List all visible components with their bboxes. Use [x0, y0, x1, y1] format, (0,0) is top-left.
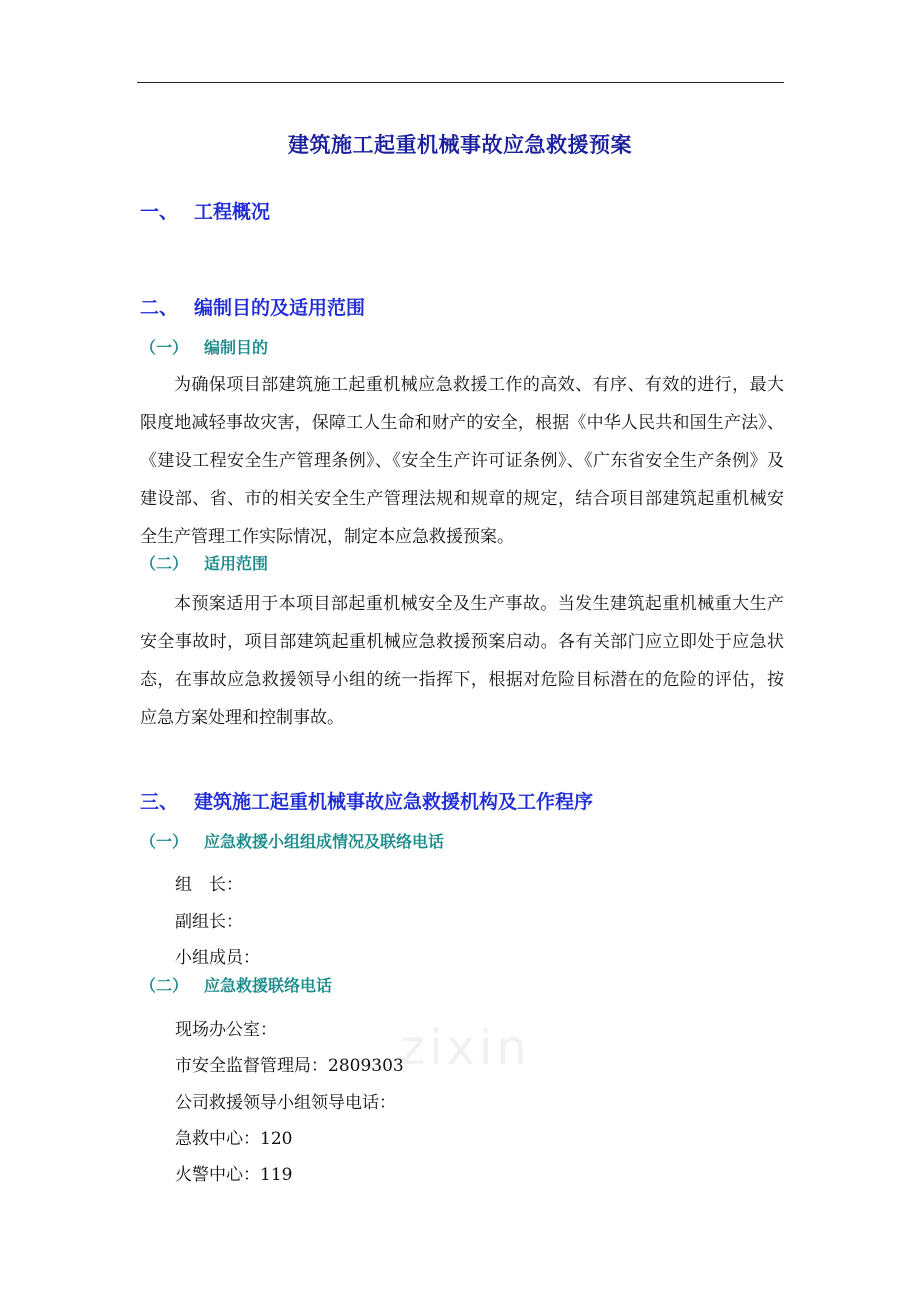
- document-title: 建筑施工起重机械事故应急救援预案: [288, 133, 632, 157]
- safety-bureau-line: 市安全监督管理局：2809303: [175, 1056, 404, 1076]
- subsection-number: （一）: [140, 338, 189, 357]
- section-number: 一、: [140, 201, 179, 223]
- section-number: 三、: [140, 791, 179, 813]
- subsection-number: （一）: [140, 832, 189, 851]
- subsection-2-2-heading: [140, 551, 268, 574]
- section-label: 建筑施工起重机械事故应急救援机构及工作程序: [194, 791, 594, 813]
- watermark: zixin: [400, 1020, 531, 1076]
- deputy-leader-line: 副组长：: [175, 912, 243, 932]
- section-2-heading: [140, 293, 365, 320]
- subsection-number: （二）: [140, 976, 189, 995]
- team-leader-line: 组 长：: [175, 875, 243, 895]
- scope-paragraph: 本预案适用于本项目部起重机械安全及生产事故。当发生建筑起重机械重大生产安全事故时，项目部建筑起重机械应急救援预案启动。各有关部门应立即处于应急状态，在事故应急救援领导小组的统一指挥下，根据对危险目标潜在的危险的评估，按应急方案处理和控制事故。: [140, 594, 784, 728]
- purpose-paragraph: 为确保项目部建筑施工起重机械应急救援工作的高效、有序、有效的进行，最大限度地减轻事故灾害，保障工人生命和财产的安全，根据《中华人民共和国生产法》、《建设工程安全生产管理条例》、《安全生产许可证条例》、《广东省安全生产条例》及建设部、省、市的相关安全生产管理法规和规章的规定，结合项目部建筑起重机械安全生产管理工作实际情况，制定本应急救援预案。: [140, 375, 784, 547]
- subsection-2-1-heading: [140, 335, 268, 358]
- company-rescue-line: 公司救援领导小组领导电话：: [175, 1093, 396, 1113]
- section-3-heading: [140, 787, 593, 814]
- section-label: 工程概况: [194, 201, 271, 223]
- section-number: 二、: [140, 297, 179, 319]
- subsection-label: 应急救援联络电话: [204, 976, 333, 995]
- section-1-heading: [140, 197, 270, 224]
- subsection-label: 适用范围: [204, 554, 269, 573]
- section-label: 编制目的及适用范围: [194, 297, 366, 319]
- fire-center-line: 火警中心：119: [175, 1165, 293, 1185]
- site-office-line: 现场办公室：: [175, 1020, 277, 1040]
- subsection-label: 应急救援小组组成情况及联络电话: [204, 832, 445, 851]
- subsection-3-2-heading: [140, 973, 332, 996]
- subsection-number: （二）: [140, 554, 189, 573]
- subsection-label: 编制目的: [204, 338, 269, 357]
- header-rule: [137, 82, 784, 83]
- subsection-3-1-heading: [140, 829, 444, 852]
- emergency-center-line: 急救中心：120: [175, 1129, 293, 1149]
- team-members-line: 小组成员：: [175, 948, 260, 968]
